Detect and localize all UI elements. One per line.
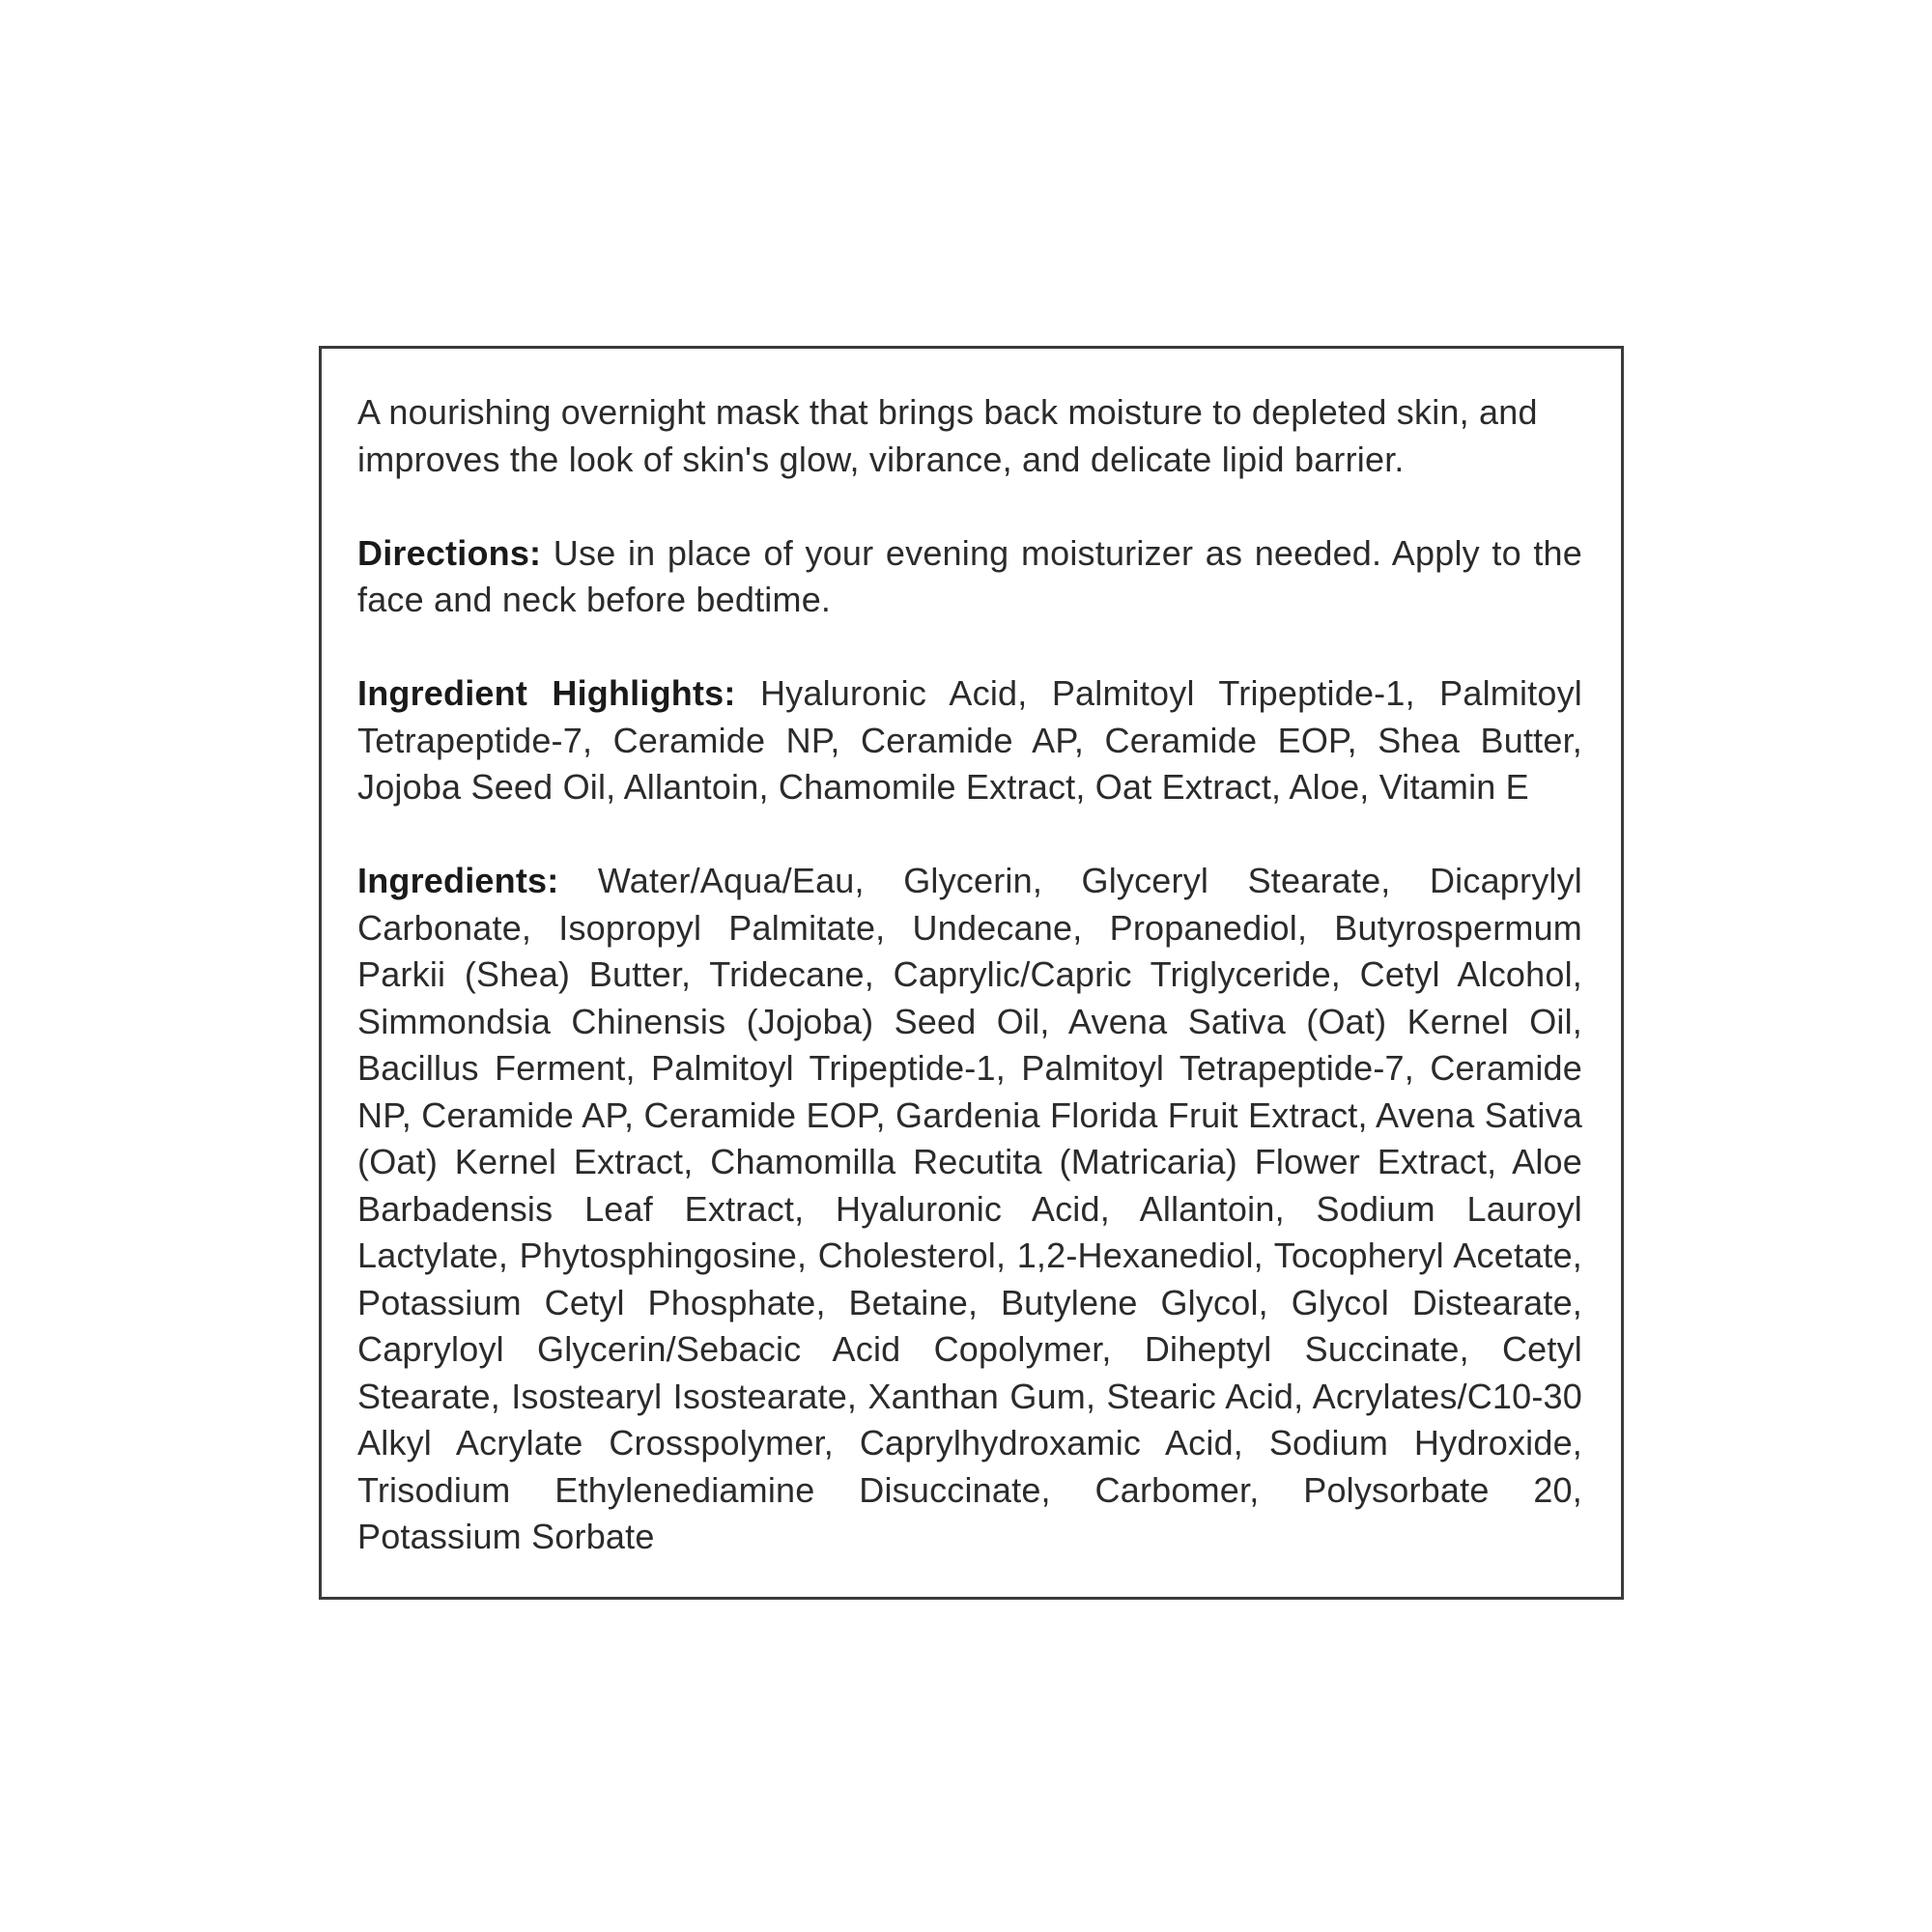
product-description: A nourishing overnight mask that brings back moisture to depleted skin, and improves the look of skin's glow, vibrance, and delicate lipid barrier.	[357, 392, 1538, 479]
directions-text: Use in place of your evening moisturizer as needed. Apply to the face and neck before bedtime.	[357, 532, 1583, 619]
ingredients-section	[357, 858, 1582, 1561]
ingredients-text: Water/Aqua/Eau, Glycerin, Glyceryl Stearate, Dicaprylyl Carbonate, Isopropyl Palmitate, Undecane, Propanediol, Butyrospermum Parkii (Shea) Butter, Tridecane, Caprylic/Capric Triglyceride, Cetyl Alcohol, Simmondsia Chinensis (Jojoba) Seed Oil, Avena Sativa (Oat) Kernel Oil, Bacillus Ferment, Palmitoyl Tripeptide-1, Palmitoyl Tetrapeptide-7, Ceramide NP, Ceramide AP, Ceramide EOP, Gardenia Florida Fruit Extract, Avena Sativa (Oat) Kernel Extract, Chamomilla Recutita (Matricaria) Flower Extract, Aloe Barbadensis Leaf Extract, Hyaluronic Acid, Allantoin, Sodium Lauroyl Lactylate, Phytosphingosine, Cholesterol, 1,2-Hexanediol, Tocopheryl Acetate, Potassium Cetyl Phosphate, Betaine, Butylene Glycol, Glycol Distearate, Capryloyl Glycerin/Sebacic Acid Copolymer, Diheptyl Succinate, Cetyl Stearate, Isostearyl Isostearate, Xanthan Gum, Stearic Acid, Acrylates/C10-30 Alkyl Acrylate Crosspolymer, Caprylhydroxamic Acid, Sodium Hydroxide, Trisodium Ethylenediamine Disuccinate, Carbomer, Polysorbate 20, Potassium Sorbate	[357, 861, 1582, 1556]
directions-section	[357, 530, 1582, 624]
product-info-box	[319, 346, 1624, 1600]
ingredient-highlights-section	[357, 670, 1582, 811]
ingredient-highlights-text: Hyaluronic Acid, Palmitoyl Tripeptide-1, Palmitoyl Tetrapeptide-7, Ceramide NP, Ceramide AP, Ceramide EOP, Shea Butter, Jojoba Seed Oil, Allantoin, Chamomile Extract, Oat Extract, Aloe, Vitamin E	[357, 673, 1583, 807]
ingredients-heading: Ingredients:	[357, 861, 559, 900]
directions-heading: Directions:	[357, 532, 542, 573]
ingredient-highlights-heading: Ingredient Highlights:	[357, 673, 736, 713]
